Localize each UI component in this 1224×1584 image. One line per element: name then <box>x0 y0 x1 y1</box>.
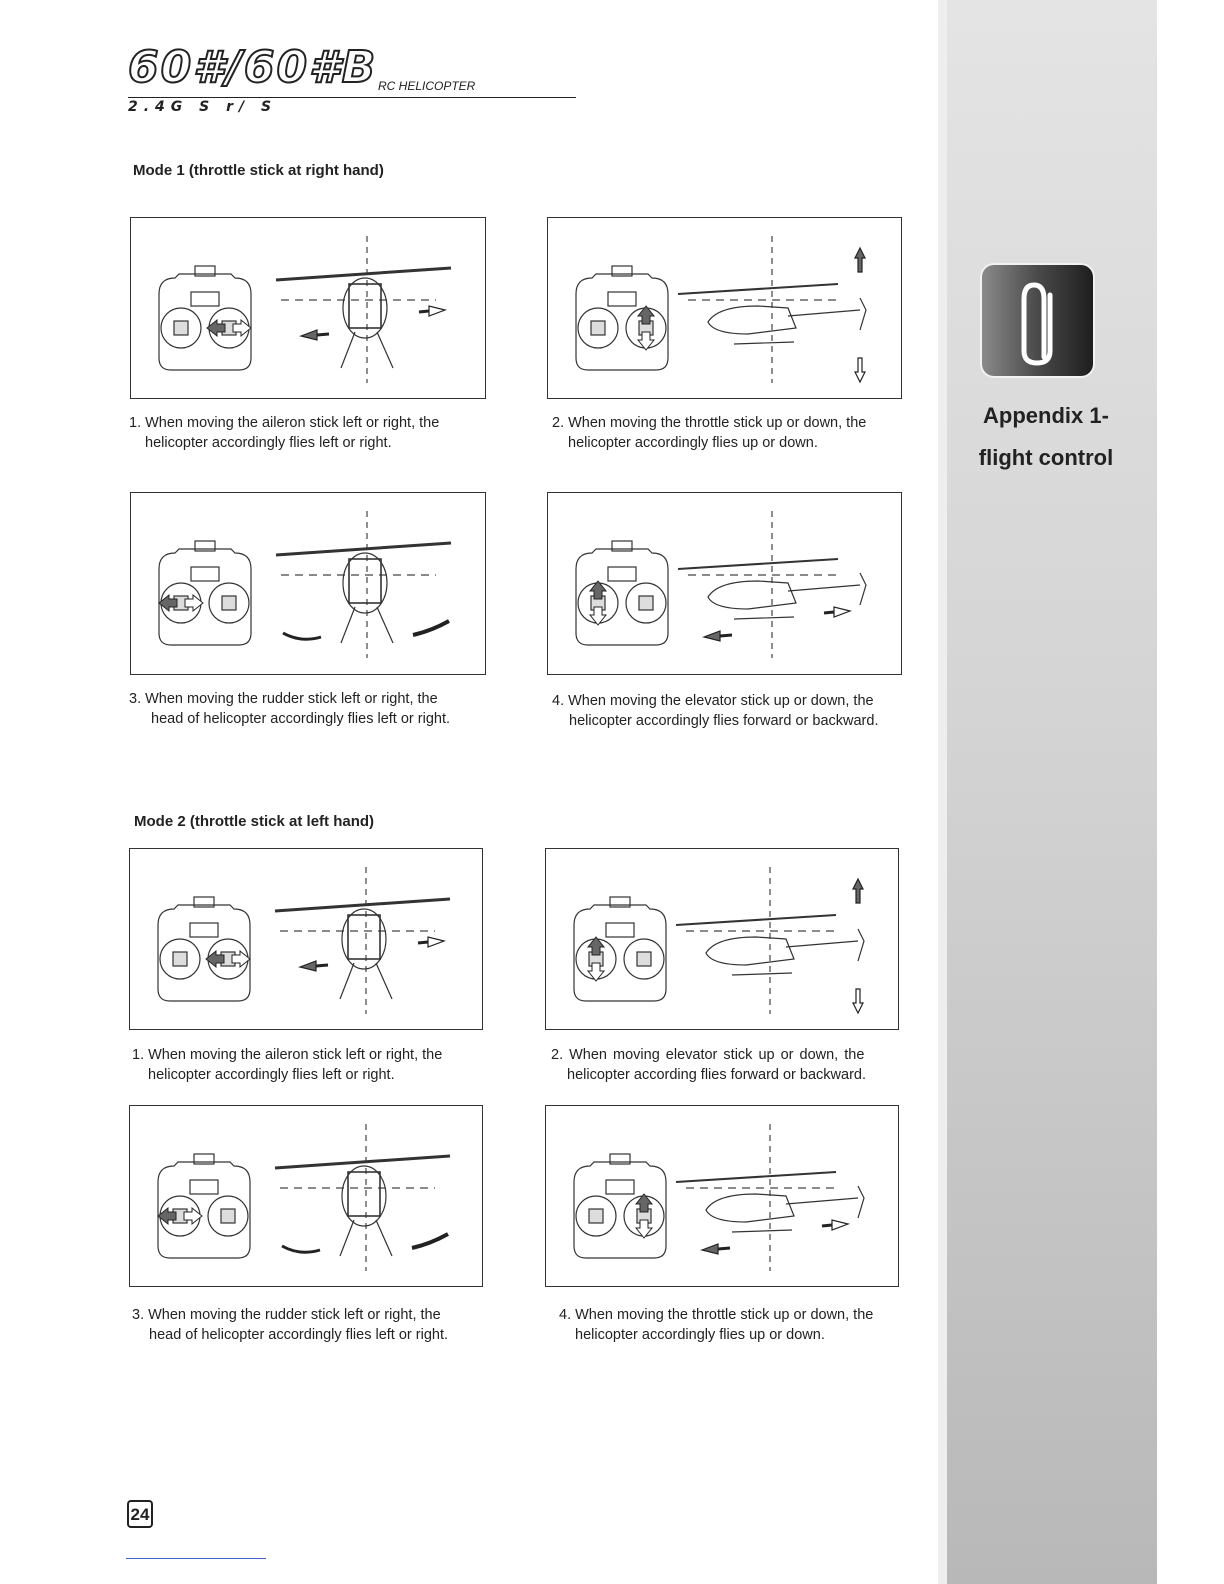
appendix-sidebar <box>938 0 1157 1584</box>
transmitter-drawing <box>158 897 250 1001</box>
mode1-title: Mode 1 (throttle stick at right hand) <box>133 162 384 179</box>
caption-line: helicopter accordingly flies up or down. <box>575 1327 825 1343</box>
mode1-caption-2 <box>552 413 866 453</box>
frame-outline <box>349 284 381 328</box>
transmitter-screen <box>190 923 218 937</box>
rotate-arrow-right <box>412 1234 448 1248</box>
transmitter-body <box>159 274 251 370</box>
right-stick <box>639 596 653 610</box>
skid-left <box>340 1220 354 1256</box>
skid-right <box>377 332 393 368</box>
paperclip-icon <box>982 265 1093 376</box>
forward-arrow-shaft <box>824 612 834 613</box>
series-label: 2.4G S r/ S <box>128 99 278 115</box>
helicopter-side-view <box>678 236 866 383</box>
helicopter-side-view <box>678 511 866 658</box>
diagram-mode1-elevator <box>547 492 902 675</box>
paperclip-icon-graphic <box>982 265 1093 376</box>
diagram-svg <box>548 218 901 398</box>
main-rotor <box>678 284 838 294</box>
tail-rotor <box>860 573 866 605</box>
tail-boom <box>788 310 860 316</box>
tail-rotor <box>858 929 864 961</box>
brand-subtitle: RC HELICOPTER <box>378 79 476 93</box>
diagram-svg <box>131 218 485 398</box>
diagram-svg <box>546 1106 898 1286</box>
mode1-caption-3 <box>129 689 450 729</box>
diagram-svg <box>130 849 482 1029</box>
helicopter-side-view <box>676 867 864 1014</box>
caption-line: 4. When moving the throttle stick up or down, the <box>559 1307 874 1323</box>
transmitter-body <box>576 549 668 645</box>
caption-line: head of helicopter accordingly flies left or right. <box>151 711 451 727</box>
transmitter-body <box>158 1162 250 1258</box>
page-number: 24 <box>127 1500 153 1528</box>
helicopter-front-view <box>276 236 451 383</box>
forward-arrow-shaft <box>822 1225 832 1226</box>
transmitter-drawing <box>574 1154 666 1258</box>
caption-line: 3. When moving the rudder stick left or right, the <box>129 691 438 707</box>
left-stick <box>589 1209 603 1223</box>
rotate-arrow-left <box>283 633 321 639</box>
diagram-mode2-elevator <box>545 848 899 1030</box>
caption-line: helicopter according flies forward or backward. <box>567 1067 866 1083</box>
transmitter-screen <box>606 1180 634 1194</box>
skid-left <box>341 607 355 643</box>
diagram-svg <box>130 1106 482 1286</box>
transmitter-screen <box>608 292 636 306</box>
tail-boom <box>786 1198 858 1204</box>
right-stick <box>637 952 651 966</box>
caption-line: 2. When moving the throttle stick up or down, the <box>552 415 867 431</box>
canopy <box>706 1194 794 1222</box>
transmitter-drawing <box>574 897 666 1001</box>
helicopter-front-view <box>276 511 451 658</box>
skid-left <box>341 332 355 368</box>
appendix-title <box>948 395 1144 479</box>
move-arrow-left-shaft <box>316 965 328 966</box>
frame-outline <box>348 915 380 959</box>
helicopter-front-view <box>275 867 450 1014</box>
transmitter-screen <box>191 567 219 581</box>
canopy <box>708 581 796 609</box>
transmitter-screen <box>191 292 219 306</box>
left-stick <box>173 952 187 966</box>
mode2-caption-2 <box>551 1045 866 1085</box>
diagram-mode2-aileron <box>129 848 483 1030</box>
diagram-mode1-aileron <box>130 217 486 399</box>
frame-outline <box>348 1172 380 1216</box>
tail-boom <box>786 941 858 947</box>
canopy <box>706 937 794 965</box>
caption-line: 3. When moving the rudder stick left or right, the <box>132 1307 441 1323</box>
up-arrow <box>853 879 863 903</box>
caption-line: 1. When moving the aileron stick left or right, the <box>129 415 440 431</box>
skid-right <box>377 607 393 643</box>
diagram-mode1-rudder <box>130 492 486 675</box>
right-stick <box>222 596 236 610</box>
left-stick <box>591 321 605 335</box>
diagram-svg <box>546 849 898 1029</box>
brand-logo: 60#/60#B <box>128 42 378 93</box>
transmitter-body <box>574 1162 666 1258</box>
backward-arrow-shaft <box>718 1248 730 1249</box>
move-arrow-left-shaft <box>317 334 329 335</box>
transmitter-body <box>158 905 250 1001</box>
left-stick <box>174 321 188 335</box>
down-arrow <box>855 358 865 382</box>
right-stick <box>221 1209 235 1223</box>
move-arrow-left <box>300 961 316 971</box>
mode1-caption-4 <box>552 691 878 731</box>
helicopter-front-view <box>275 1124 450 1271</box>
move-arrow-left <box>301 330 317 340</box>
mode2-title: Mode 2 (throttle stick at left hand) <box>134 813 375 830</box>
move-arrow-right <box>429 306 445 316</box>
transmitter-drawing <box>158 1154 250 1258</box>
transmitter-drawing <box>159 266 251 370</box>
diagram-svg <box>548 493 901 674</box>
page-margin <box>1157 0 1224 1584</box>
helicopter-side-view <box>676 1124 864 1271</box>
landing-skid <box>732 1230 792 1232</box>
mode2-caption-4 <box>559 1305 873 1345</box>
caption-line: helicopter accordingly flies left or right. <box>148 1067 395 1083</box>
rotate-arrow-right <box>413 621 449 635</box>
landing-skid <box>732 973 792 975</box>
skid-left <box>340 963 354 999</box>
transmitter-drawing <box>576 266 668 370</box>
footer-rule <box>126 1558 266 1559</box>
transmitter-screen <box>606 923 634 937</box>
diagram-svg <box>131 493 485 674</box>
caption-line: helicopter accordingly flies up or down. <box>568 435 818 451</box>
diagram-mode2-rudder <box>129 1105 483 1287</box>
caption-line: head of helicopter accordingly flies left or right. <box>149 1327 449 1343</box>
landing-skid <box>734 342 794 344</box>
transmitter-screen <box>190 1180 218 1194</box>
skid-right <box>376 1220 392 1256</box>
transmitter-screen <box>608 567 636 581</box>
diagram-mode2-throttle <box>545 1105 899 1287</box>
up-arrow <box>855 248 865 272</box>
transmitter-drawing <box>576 541 668 645</box>
tail-boom <box>788 585 860 591</box>
backward-arrow-shaft <box>720 635 732 636</box>
tail-rotor <box>860 298 866 330</box>
caption-line: helicopter accordingly flies left or right. <box>145 435 392 451</box>
frame-outline <box>349 559 381 603</box>
forward-arrow <box>834 607 850 617</box>
mode1-caption-1 <box>129 413 439 453</box>
landing-skid <box>734 617 794 619</box>
forward-arrow <box>832 1220 848 1230</box>
header-rule <box>128 97 576 98</box>
move-arrow-right-shaft <box>419 311 429 312</box>
appendix-title-line1: Appendix 1- <box>983 403 1109 428</box>
move-arrow-right-shaft <box>418 942 428 943</box>
canopy <box>708 306 796 334</box>
transmitter-body <box>574 905 666 1001</box>
rotate-arrow-left <box>282 1246 320 1252</box>
caption-line: 1. When moving the aileron stick left or right, the <box>132 1047 443 1063</box>
main-rotor <box>676 1172 836 1182</box>
backward-arrow <box>704 631 720 641</box>
backward-arrow <box>702 1244 718 1254</box>
caption-line: 4. When moving the elevator stick up or down, the <box>552 693 874 709</box>
mode2-caption-1 <box>132 1045 442 1085</box>
tail-rotor <box>858 1186 864 1218</box>
mode2-caption-3 <box>132 1305 448 1345</box>
transmitter-body <box>159 549 251 645</box>
appendix-title-line2: flight control <box>978 445 1114 470</box>
caption-line: helicopter accordingly flies forward or backward. <box>569 713 879 729</box>
transmitter-drawing <box>159 541 251 645</box>
down-arrow <box>853 989 863 1013</box>
main-rotor <box>678 559 838 569</box>
move-arrow-right <box>428 937 444 947</box>
caption-line: 2. When moving elevator stick up or down, the <box>551 1047 865 1063</box>
transmitter-body <box>576 274 668 370</box>
skid-right <box>376 963 392 999</box>
main-rotor <box>676 915 836 925</box>
diagram-mode1-throttle <box>547 217 902 399</box>
